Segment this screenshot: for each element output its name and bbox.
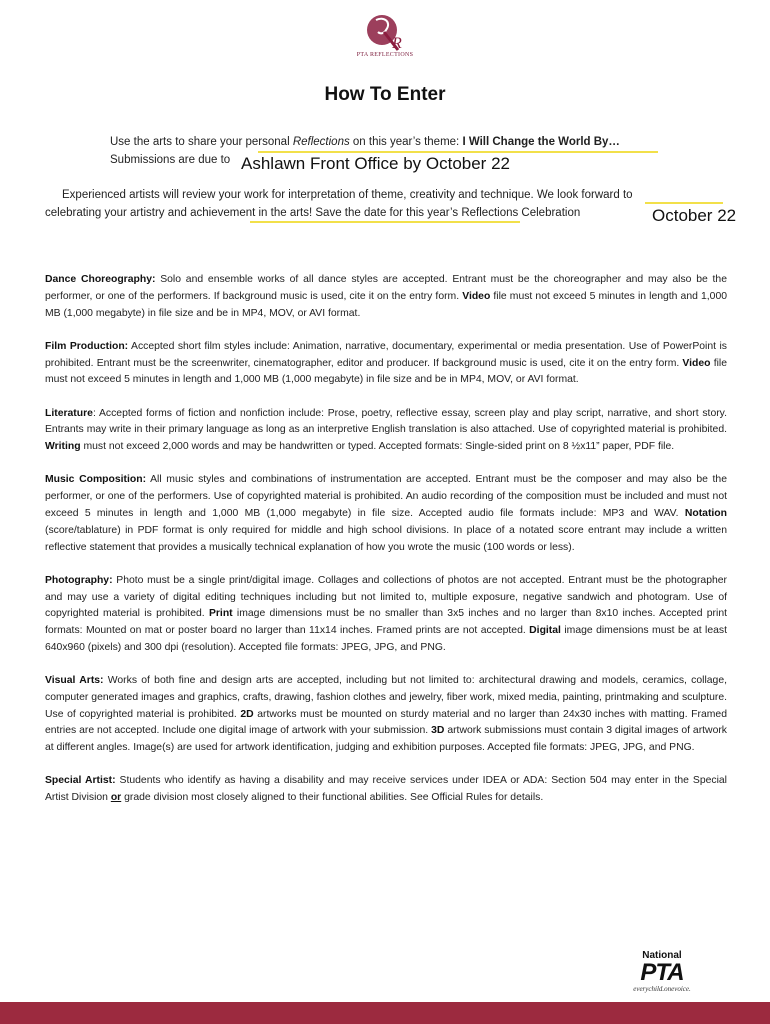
- category-text: file must not exceed 5 minutes in length and 1,000 MB (1,000 megabyte) in file size and be in MP4, MOV, or AVI format.: [45, 357, 727, 386]
- national-pta-logo: [622, 950, 702, 993]
- category-text: Accepted short film styles include: Animation, narrative, documentary, experimental or media presentation. Use of PowerPoint is prohibited. Entrant must be the screenwriter, cinematographer, editor and producer. If background music is used, cite it on the entry form.: [45, 340, 727, 369]
- intro-line-3: Experienced artists will review your work for interpretation of theme, creativity and technique. We look forward to: [62, 189, 633, 201]
- category-heading: Film Production:: [45, 340, 129, 352]
- category-keyword: Video: [462, 290, 491, 302]
- category-text: image dimensions must be no smaller than 3x5 inches and no larger than 8x10 inches. Accepted print formats: Mounted on mat or poster board no larger than 11x14 inches. Framed prints are not accepted.: [45, 608, 727, 637]
- category-heading: Photography:: [45, 574, 113, 586]
- category-keyword: Video: [682, 357, 711, 369]
- category-text: image dimensions must be at least 640x960 (pixels) and 300 dpi (resolution). Accepted file formats: JPEG, JPG, and PNG.: [45, 625, 727, 653]
- category-section: [45, 406, 727, 456]
- category-text: All music styles and combinations of instrumentation are accepted. Entrant must be the composer and may also be the performer, or one of the performers. Use of copyrighted material is prohibited. An audio recording of the composition must be included and must not exceed 5 minutes in length and 1,000 MB (1,000 megabyte) in file size. Accepted audio file formats include: MP3 and WAV.: [45, 474, 727, 519]
- category-text: Photo must be a single print/digital image. Collages and collections of photos are not accepted. Entrant must be the photographer and may use a variety of digital editing techniques including but not limited to, multiple exposure, negative sandwich and photogram. Use of copyrighted material is prohibited.: [45, 574, 727, 620]
- category-text: artworks must be mounted on sturdy material and no larger than 24x30 inches with matting. Framed entries are not accepted. Include one digital image of artwork with your submission.: [45, 708, 727, 737]
- category-section: [45, 272, 727, 322]
- category-text: (score/tablature) in PDF format is only required for middle and high school divisions. In place of a notated score entrant may include a written reflective statement that provides a musically technical explanation of how you wrote the music (100 words or less).: [45, 524, 727, 553]
- highlight-underline: [645, 202, 723, 204]
- category-section: [45, 673, 727, 757]
- footer-bar: [0, 1002, 770, 1024]
- category-keyword: Notation: [684, 507, 727, 519]
- category-text: Students who identify as having a disability and may receive services under IDEA or ADA: Section 504 may enter in the Special Artist Division: [45, 775, 727, 804]
- pta-logo-text: PTA: [640, 959, 684, 986]
- page-title: How To Enter: [324, 84, 446, 105]
- pta-national-text: National: [642, 950, 682, 961]
- category-heading: Dance Choreography:: [45, 274, 156, 285]
- category-heading: Literature: [45, 407, 93, 419]
- category-section: [45, 573, 727, 657]
- intro-text: Use the arts to share your personal: [110, 136, 293, 148]
- intro-line-1: [110, 136, 620, 148]
- logo-letter: R: [392, 35, 402, 52]
- category-text: Works of both fine and design arts are accepted, including but not limited to: architectural drawing and models, ceramics, collage, computer generated images and graphics, crafts, drawing, fashion clothes and jewelry, fiber work, mixed media, painting, printmaking and sculpture. Use of copyrighted material is prohibited.: [45, 675, 728, 720]
- category-section: [45, 472, 727, 556]
- intro-line-2: Submissions are due to: [110, 154, 231, 166]
- intro-line-4: celebrating your artistry and achievement in the arts! Save the date for this year’s Reflections Celebration: [45, 207, 581, 219]
- due-location-overlay: Ashlawn Front Office by October 22: [241, 154, 514, 174]
- category-keyword: 2D: [240, 708, 254, 720]
- category-heading: Visual Arts:: [45, 675, 104, 687]
- reflections-r-icon: [362, 10, 408, 54]
- category-heading: Music Composition:: [45, 474, 147, 486]
- category-keyword: Digital: [529, 625, 561, 637]
- category-keyword: Writing: [45, 441, 81, 453]
- category-text: must not exceed 2,000 words and may be handwritten or typed. Accepted formats: Single-sided print on 8 ½x11” paper, PDF file.: [80, 441, 675, 453]
- category-text: file must not exceed 5 minutes in length and 1,000 MB (1,000 megabyte) in file size and be in MP4, MOV, or AVI format.: [45, 290, 728, 319]
- category-text: : Accepted forms of fiction and nonfiction include: Prose, poetry, reflective essay, screen play and play script, narrative, and short story. Entrants may write in their primary language as long as an interpretive English translation is also attached. Use of copyrighted material is prohibited.: [45, 407, 727, 436]
- pta-tagline: everychild.onevoice.: [633, 985, 691, 993]
- category-keyword: Print: [208, 608, 233, 620]
- theme-text: I Will Change the World By…: [462, 136, 620, 148]
- category-text: artwork submissions must contain 3 digital images of artwork at different angles. Image(s) are used for artwork identification, judging and exhibition purposes. Accepted file formats: JPEG, JPG, and PNG.: [45, 725, 727, 754]
- reflections-italic: Reflections: [292, 136, 350, 148]
- highlight-underline: [250, 221, 520, 223]
- entry-categories: [45, 272, 727, 823]
- category-section: [45, 773, 727, 807]
- category-text: Solo and ensemble works of all dance styles are accepted. Entrant must be the choreographer and may also be the performer, or one of the performers. If background music is used, cite it on the entry form.: [45, 274, 727, 302]
- highlight-underline: [258, 151, 658, 153]
- category-text: grade division most closely aligned to their functional abilities. See Official Rules for details.: [121, 792, 544, 804]
- category-keyword: 3D: [431, 725, 445, 737]
- logo-caption: PTA REFLECTIONS: [356, 52, 414, 58]
- category-section: [45, 339, 727, 389]
- category-keyword: or: [110, 792, 122, 804]
- celebration-date-overlay: October 22: [652, 206, 737, 225]
- pta-reflections-logo: [355, 10, 415, 68]
- category-heading: Special Artist:: [45, 775, 116, 787]
- intro-text: on this year’s theme:: [349, 136, 463, 148]
